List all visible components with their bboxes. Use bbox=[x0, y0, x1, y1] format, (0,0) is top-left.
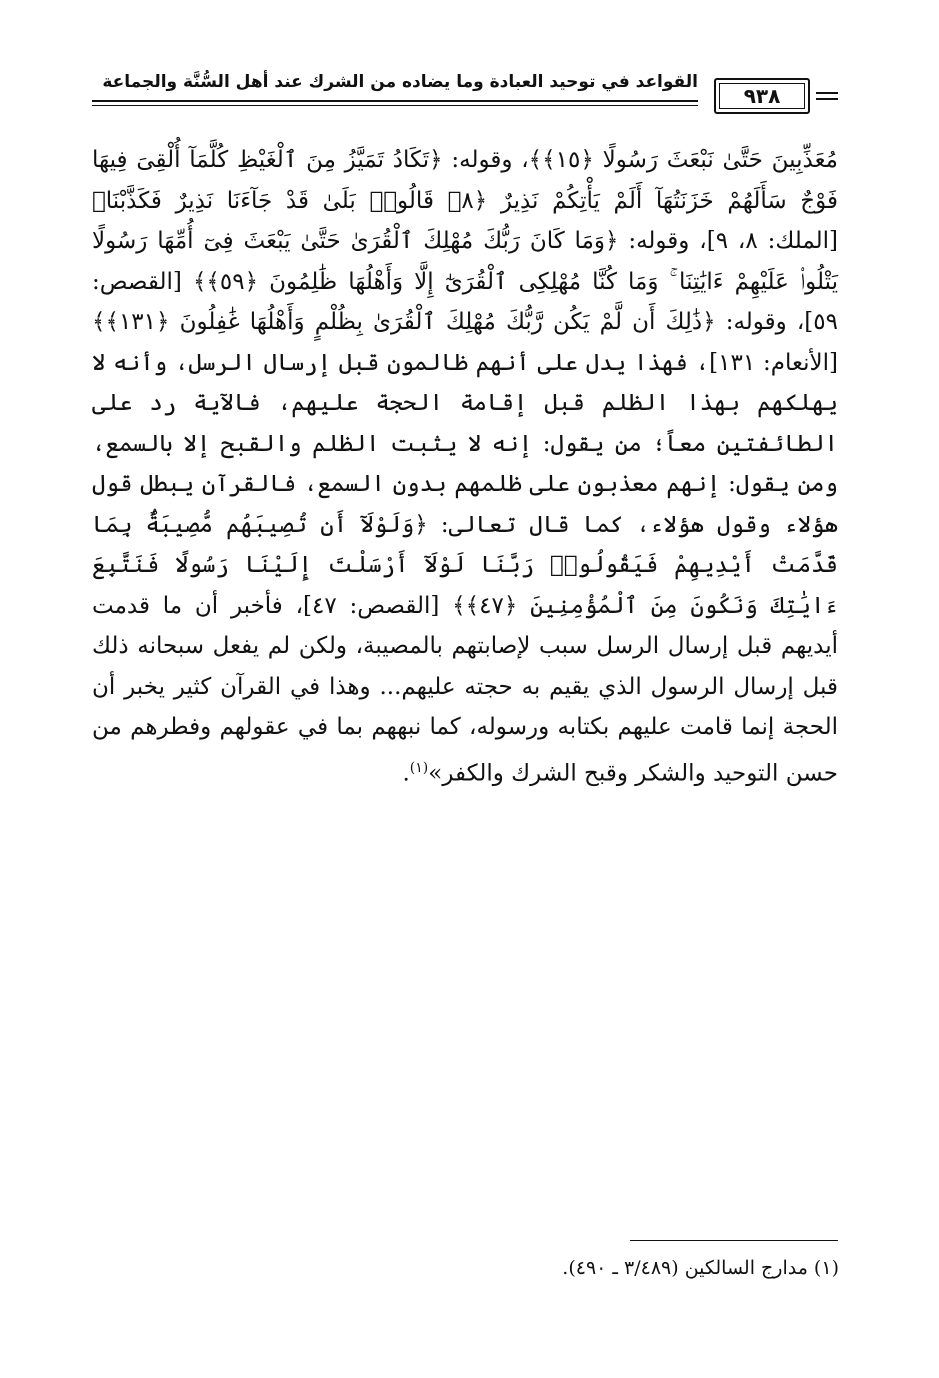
header-rule-thin bbox=[92, 105, 698, 106]
footnote-separator bbox=[630, 1240, 838, 1241]
page-header bbox=[86, 66, 838, 122]
footnote: (١) مدارج السالكين (٣/٤٨٩ ـ ٤٩٠). bbox=[562, 1257, 839, 1279]
page-number: ٩٣٨ bbox=[743, 84, 781, 108]
running-title: القواعد في توحيد العبادة وما يضاده من الشرك عند أهل السُّنَّة والجماعة bbox=[102, 72, 698, 92]
sentence-end: . bbox=[402, 760, 410, 787]
page-number-frame bbox=[714, 78, 810, 114]
header-ornament-line bbox=[816, 92, 838, 94]
header-ornament-line bbox=[816, 98, 838, 100]
main-text bbox=[92, 140, 838, 794]
header-rule bbox=[92, 100, 698, 102]
main-paragraph: مُعَذِّبِينَ حَتَّىٰ نَبْعَثَ رَسُولًا ﴿١٥﴾﴾، وقوله: ﴿تَكَادُ تَمَيَّزُ مِنَ ٱلْغَيْظِ كُلَّمَآ أُلْقِىَ فِيهَا فَوْجٌ سَأَلَهُمْ خَزَنَتُهَآ أَلَمْ يَأْتِكُمْ نَذِيرٌ ﴿٨﴾ قَالُوا۟ بَلَىٰ قَدْ جَآءَنَا نَذِيرٌ فَكَذَّبْنَا﴾ [الملك: ٨، ٩]، وقوله: ﴿وَمَا كَانَ رَبُّكَ مُهْلِكَ ٱلْقُرَىٰ حَتَّىٰ يَبْعَثَ فِىٓ أُمِّهَا رَسُولًا يَتْلُوا۟ عَلَيْهِمْ ءَايَٰتِنَا ۚ وَمَا كُنَّا مُهْلِكِى ٱلْقُرَىٰٓ إِلَّا وَأَهْلُهَا ظَٰلِمُونَ ﴿٥٩﴾﴾ [القصص: ٥٩]، وقوله: ﴿ذَٰلِكَ أَن لَّمْ يَكُن رَّبُّكَ مُهْلِكَ ٱلْقُرَىٰ بِظُلْمٍ وَأَهْلُهَا غَٰفِلُونَ ﴿١٣١﴾﴾ [الأنعام: ١٣١]، فهذا يدل على أنهم ظالمون قبل إرسال الرسل، وأنه لا يهلكهم بهذا الظلم قبل إقامة الحجة عليهم، فالآية رد على الطائفتين معاً؛ من يقول: إنه لا يثبت الظلم والقبح إلا بالسمع، ومن يقول: إنهم معذبون على ظلمهم بدون السمع، فالقرآن يبطل قول هؤلاء وقول هؤلاء، كما قال تعالى: ﴿وَلَوْلَآ أَن تُصِيبَهُم مُّصِيبَةٌۢ بِمَا قَدَّمَتْ أَيْدِيهِمْ فَيَقُولُوا۟ رَبَّنَا لَوْلَآ أَرْسَلْتَ إِلَيْنَا رَسُولًا فَنَتَّبِعَ ءَايَٰتِكَ وَنَكُونَ مِنَ ٱلْمُؤْمِنِينَ ﴿٤٧﴾﴾ [القصص: ٤٧]، فأخبر أن ما قدمت أيديهم قبل إرسال الرسل سبب لإصابتهم بالمصيبة، ولكن لم يفعل سبحانه ذلك قبل إرسال الرسول الذي يقيم به حجته عليهم... وهذا في القرآن كثير يخبر أن الحجة إنما قامت عليهم بكتابه ورسوله، كما نبههم بما في عقولهم وفطرهم من حسن التوحيد والشكر وقبح الشرك والكفر» bbox=[92, 147, 839, 787]
footnote-marker: (١) bbox=[409, 759, 429, 776]
